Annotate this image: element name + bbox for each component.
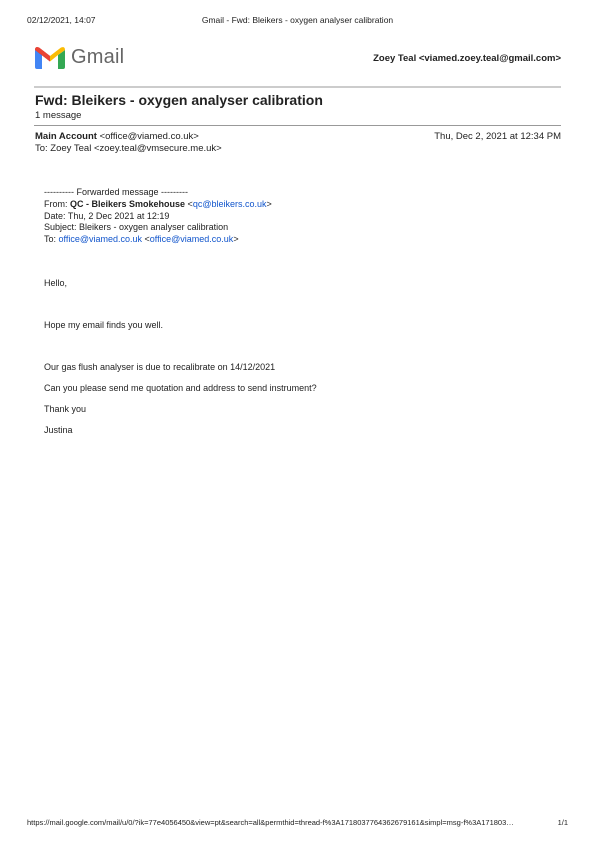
forwarded-from: From: QC - Bleikers Smokehouse <qc@bleikers.co.uk> — [44, 198, 272, 209]
print-page-title: Gmail - Fwd: Bleikers - oxygen analyser calibration — [201, 15, 394, 25]
gmail-logo-text: Gmail — [71, 46, 125, 68]
forwarded-from-name: QC - Bleikers Smokehouse — [70, 198, 186, 209]
print-footer — [27, 818, 568, 827]
thread-subject: Fwd: Bleikers - oxygen analyser calibration — [35, 92, 323, 108]
body-line-4: Thank you — [44, 404, 87, 414]
forwarded-header-block — [44, 187, 272, 246]
body-line-2: Our gas flush analyser is due to recalibrate on 14/12/2021 — [44, 362, 276, 372]
gmail-logo[interactable] — [35, 44, 124, 70]
forwarded-subject: Subject: Bleikers - oxygen analyser calibration — [44, 222, 229, 233]
message-divider — [34, 125, 561, 126]
print-page-number: 1/1 — [557, 818, 568, 827]
message-recipient: To: Zoey Teal <zoey.teal@vmsecure.me.uk> — [35, 143, 222, 154]
message-sender — [35, 131, 199, 142]
gmail-m-icon — [35, 46, 65, 69]
forwarded-to: To: office@viamed.co.uk <office@viamed.co.uk> — [44, 234, 239, 245]
print-header — [27, 15, 568, 27]
forwarded-from-email-link[interactable]: qc@bleikers.co.uk — [192, 198, 267, 209]
forwarded-to-email-link[interactable]: office@viamed.co.uk — [149, 234, 234, 245]
header-divider — [34, 86, 561, 88]
forwarded-to-link[interactable]: office@viamed.co.uk — [58, 234, 143, 245]
message-date: Thu, Dec 2, 2021 at 12:34 PM — [434, 131, 561, 142]
print-url: https://mail.google.com/mail/u/0/?ik=77e4056450&view=pt&search=all&permthid=thread-f%3A1718037764362679161&simpl=msg-f%3A171803… — [27, 818, 514, 827]
account-label: Zoey Teal <viamed.zoey.teal@gmail.com> — [373, 53, 561, 64]
sender-name: Main Account — [35, 131, 97, 142]
sender-email: <office@viamed.co.uk> — [99, 131, 199, 142]
forwarded-date: Date: Thu, 2 Dec 2021 at 12:19 — [44, 210, 170, 221]
print-datetime: 02/12/2021, 14:07 — [27, 15, 96, 25]
forwarded-header: ---------- Forwarded message --------- — [44, 187, 188, 197]
body-greeting: Hello, — [44, 278, 68, 288]
message-count: 1 message — [35, 110, 82, 121]
body-line-3: Can you please send me quotation and address to send instrument? — [44, 383, 317, 393]
body-line-1: Hope my email finds you well. — [44, 320, 164, 330]
body-signature: Justina — [44, 425, 73, 435]
